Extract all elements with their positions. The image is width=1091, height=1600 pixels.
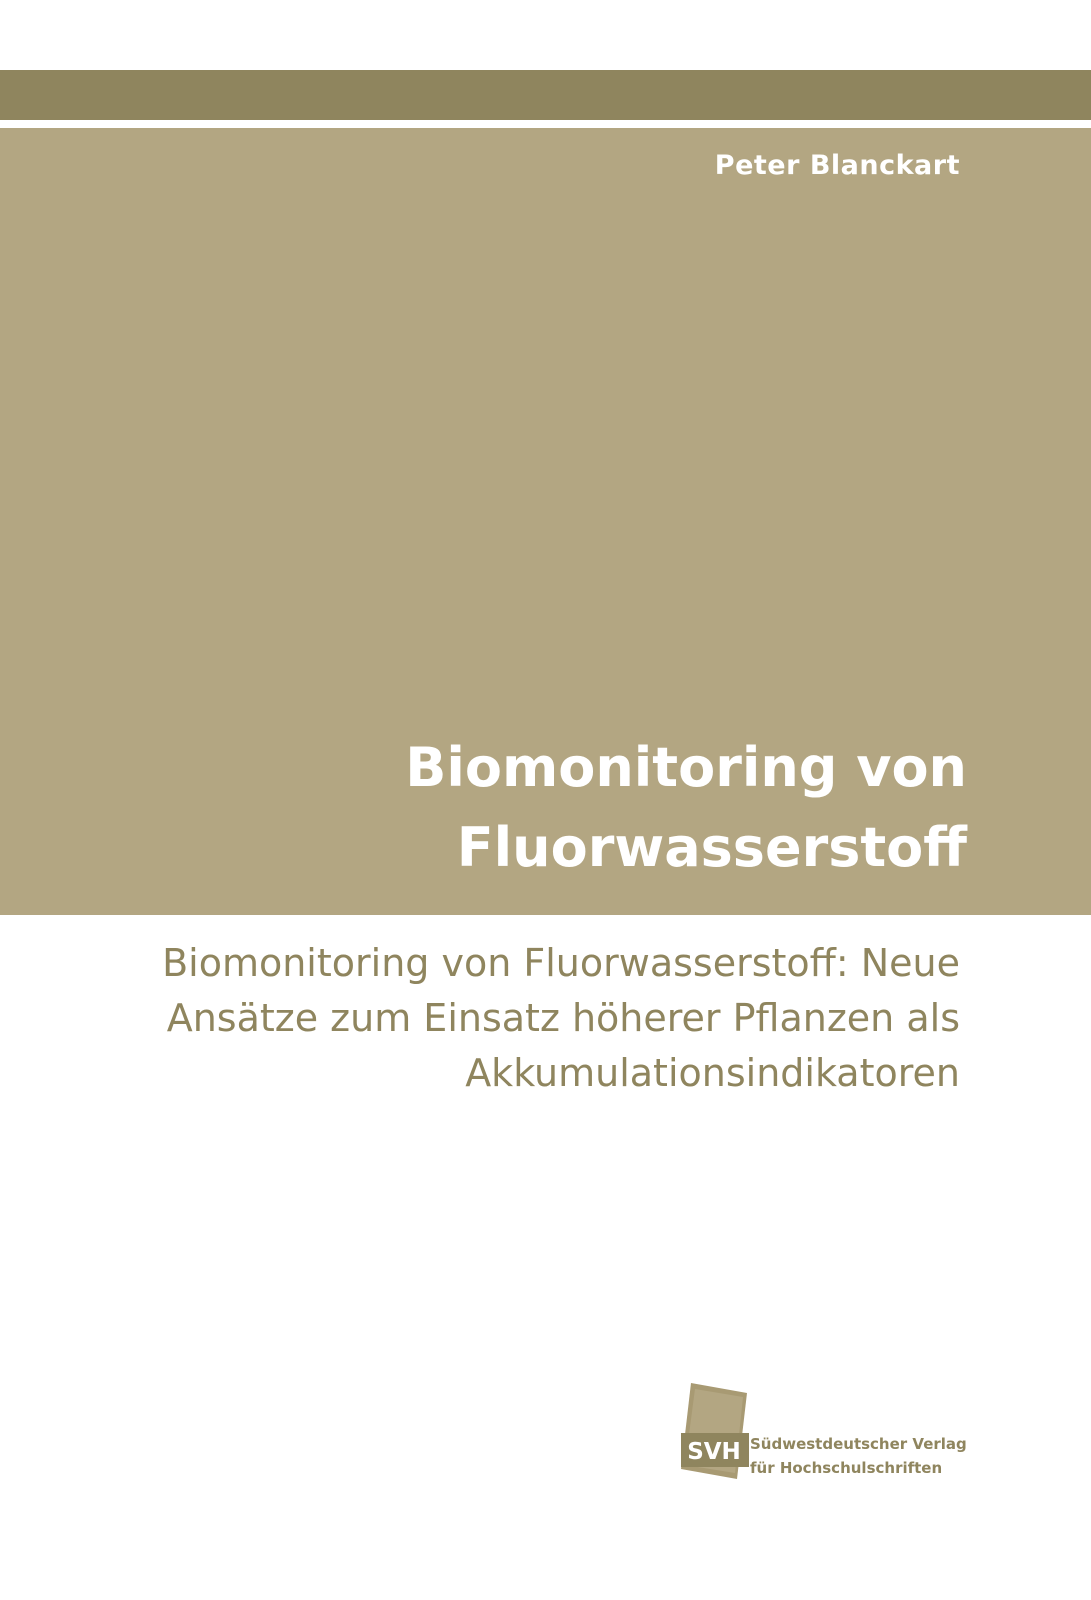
author-name: Peter Blanckart — [714, 150, 960, 181]
svh-logo-text: SVH — [687, 1439, 741, 1465]
book-subtitle-line: Ansätze zum Einsatz höherer Pflanzen als — [166, 996, 960, 1040]
book-subtitle-line: Biomonitoring von Fluorwasserstoff: Neue — [162, 941, 960, 985]
book-subtitle — [60, 936, 960, 1101]
publisher-name-line2: für Hochschulschriften — [750, 1459, 943, 1477]
book-title-line: Fluorwasserstoff — [456, 816, 967, 879]
publisher-logo — [681, 1383, 981, 1483]
book-subtitle-line: Akkumulationsindikatoren — [465, 1051, 960, 1095]
top-stripe — [0, 70, 1091, 120]
book-title — [167, 728, 967, 888]
publisher-name — [750, 1432, 967, 1480]
book-title-line: Biomonitoring von — [405, 736, 967, 799]
svh-logo-icon — [681, 1383, 751, 1483]
publisher-name-line1: Südwestdeutscher Verlag — [750, 1435, 967, 1453]
